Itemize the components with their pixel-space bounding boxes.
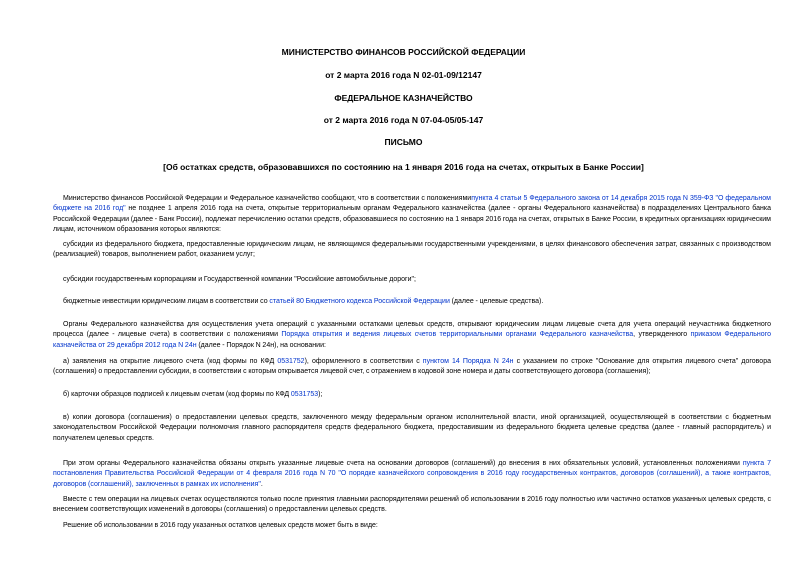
document-type: ПИСЬМО	[384, 137, 423, 147]
paragraph-decision-form: Решение об использовании в 2016 году указанных остатков целевых средств может быть в виде:	[63, 522, 378, 529]
text: не позднее 1 апреля 2016 года на счета, открытые территориальным органам Федерального казначейства (далее - органы Федерального казначейства) в подразделениях Центрального банка Российской Федерации (далее - Банк России), подлежат перечислению остатки средств, образовавшиеся по состоянию на 1 января 2016 года на счетах, открытых в Банке России, в кредитных организациях юридическим лицам, источником образования которых являются:	[53, 205, 771, 234]
text: (далее - Порядок N 24н), на основании:	[196, 341, 326, 349]
paragraph-opening-obligation	[53, 459, 771, 490]
order-24n-link[interactable]: приказом Федерального казначейства от 29 декабря 2012 года N 24н	[53, 331, 771, 349]
accounts-procedure-link[interactable]: Порядка открытия и ведения лицевых счетов территориальными органами Федерального казначейства	[281, 331, 634, 339]
form-0531753-link[interactable]: 0531753	[290, 391, 319, 398]
text: б) карточки образцов подписей к лицевым счетам (код формы по КФД	[63, 391, 291, 398]
paragraph-subsidies-legal-entities: субсидии из федерального бюджета, предоставленные юридическим лицам, не являющимся федеральными государственными учреждениями, в целях финансового обеспечения затрат, связанных с производством (реализацией) товаров, выполнением работ, оказанием услуг;	[53, 241, 771, 259]
paragraph-item-v: в) копии договора (соглашения) о предоставлении целевых средств, заключенного между федеральным органом исполнительной власти, иной организацией, осуществляющей в соответствии с бюджетным законодательством Российской Федерации полномочия главного распорядителя средств федерального бюджета, предоставившим из федерального бюджета целевые средства (далее - главный распорядитель) и получателем целевых средств.	[53, 414, 771, 442]
paragraph-item-b	[53, 390, 771, 400]
text: с указанием по строке "Основание для открытия лицевого счета" договора (соглашения) о предоставлении субсидии, в соответствии с которым открывается лицевой счет, с отражением в кодовой зоне номера и даты соответствующего договора (соглашения);	[53, 358, 771, 376]
text: бюджетные инвестиции юридическим лицам в соответствии со	[63, 298, 270, 305]
order-24n-point-14-link[interactable]: пунктом 14 Порядка N 24н	[422, 358, 514, 365]
treasury-letter-date: от 2 марта 2016 года N 07-04-05/05-147	[323, 115, 484, 125]
ministry-letter-date: от 2 марта 2016 года N 02-01-09/12147	[325, 70, 482, 80]
text: Министерство финансов Российской Федерации и Федеральное казначейство сообщают, что в соответствии с положениями	[63, 195, 472, 202]
text: При этом органы Федерального казначейства обязаны открыть указанные лицевые счета на основании договоров (соглашений) до внесения в них обязательных условий, установленных положениями	[63, 460, 743, 467]
paragraph-budget-investments	[53, 297, 771, 307]
text: , утвержденного	[633, 331, 691, 339]
paragraph-intro	[53, 194, 771, 236]
paragraph-operations-condition: Вместе с тем операции на лицевых счетах осуществляются только после принятия главными распорядителями решений об использовании в 2016 году полностью или частично остатков указанных целевых средств, с внесением соответствующих изменений в договоры (соглашения) о предоставлении целевых средств.	[53, 496, 771, 514]
budget-code-article-80-link[interactable]: статьей 80 Бюджетного кодекса Российской Федерации	[269, 298, 450, 305]
paragraph-item-a	[53, 357, 771, 378]
text: (далее - целевые средства).	[449, 298, 544, 305]
text: Органы Федерального казначейства для осуществления учета операций с указанными остатками целевых средств, открывают юридическим лицам лицевые счета для учета операций неучастника бюджетного процесса (далее - лицевые счета) в соответствии с положениями	[53, 321, 771, 339]
law-359-fz-link[interactable]: пункта 4 статьи 5 Федерального закона от 14 декабря 2015 года N 359-ФЗ "О федеральном бюджете на 2016 год"	[53, 195, 771, 213]
government-decree-70-link[interactable]: пункта 7 постановления Правительства Российской Федерации от 4 февраля 2016 года N 70 "О порядке казначейского сопровождения в 2016 году государственных контрактов, договоров (соглашений), а также контрактов, договоров (соглашений), заключенных в рамках их исполнения"	[53, 460, 771, 488]
text: );	[318, 391, 323, 398]
text: ), оформленного в соответствии с	[304, 358, 423, 365]
text: .	[260, 480, 263, 488]
text: а) заявления на открытие лицевого счета (код формы по КФД	[63, 358, 278, 365]
ministry-heading: МИНИСТЕРСТВО ФИНАНСОВ РОССИЙСКОЙ ФЕДЕРАЦИИ	[281, 47, 526, 57]
treasury-heading: ФЕДЕРАЛЬНОЕ КАЗНАЧЕЙСТВО	[334, 93, 473, 103]
paragraph-subsidies-corporations: субсидии государственным корпорациям и Государственной компании "Российские автомобильные дороги";	[63, 276, 416, 283]
paragraph-treasury-accounts	[53, 320, 771, 351]
form-0531752-link[interactable]: 0531752	[277, 358, 305, 365]
document-subject: [Об остатках средств, образовавшихся по состоянию на 1 января 2016 года на счетах, открытых в Банке России]	[163, 162, 644, 172]
